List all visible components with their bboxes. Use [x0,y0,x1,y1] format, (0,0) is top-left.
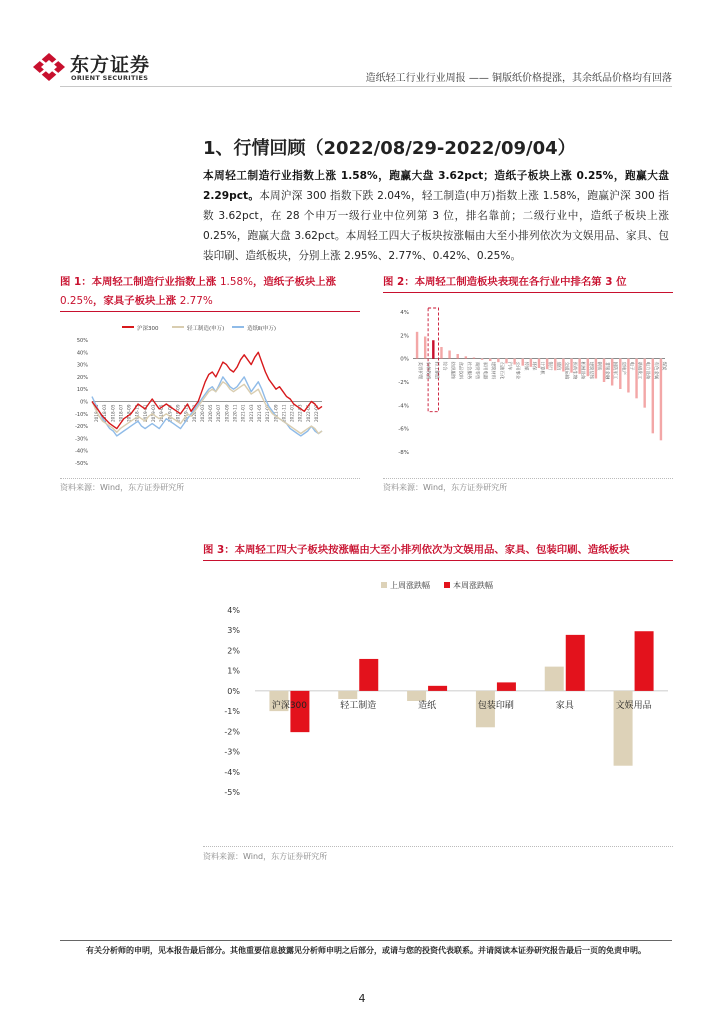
bar [359,659,378,691]
x-tick-label: 2020-01 [191,404,197,422]
category-label: 纺织服饰 [449,361,455,380]
figure1-source-rule [60,478,360,479]
figure1-title-part: ，造纸子板块上涨 [252,276,337,288]
bar [465,356,467,358]
header-divider [60,86,672,87]
bar [428,686,447,691]
legend-label: 本周涨跌幅 [453,581,493,590]
y-tick-label: -50% [75,461,88,467]
y-tick-label: 0% [80,399,88,406]
x-tick-label: 2018-11 [134,404,140,422]
y-tick-label: 0% [400,356,409,363]
x-tick-label: 2018-01 [94,404,99,422]
legend-label: 造纸Ⅱ(申万) [247,326,276,332]
bar [448,351,450,359]
category-label: 传媒 [522,361,528,371]
y-tick-label: 1% [227,666,240,676]
category-label: 基础化工 [636,361,642,380]
category-label: 综合 [441,361,447,371]
y-tick-label: -2% [398,380,409,386]
category-label: 包装印刷 [477,700,514,711]
x-tick-label: 2021-11 [281,404,287,422]
category-label: 计算机 [539,361,544,375]
category-label: 家用电器 [482,361,488,380]
footer-divider [60,940,672,941]
x-tick-label: 2018-03 [102,404,108,422]
figure1-title-part: ，家具子板块上涨 [93,295,180,307]
category-label: 房地产 [620,361,626,375]
y-tick-label: 3% [227,626,240,636]
category-label: 食品饮料 [457,361,463,380]
bar [660,359,662,441]
bar [635,631,654,691]
x-tick-label: 2021-03 [248,404,254,422]
figure3-title: 图 3：本周轻工四大子板块按涨幅由大至小排列依次为文娱用品、家具、包装印刷、造纸板块 [203,544,630,556]
figure1-title-rule [60,311,360,312]
bar [481,359,483,360]
legend-swatch [444,582,450,588]
figure1-line-chart [60,318,360,468]
figure2-title-rule [383,292,673,293]
category-label: 汽车 [506,361,512,371]
bar [489,359,491,361]
summary-paragraph [203,166,669,266]
section-title: 1、行情回顾（2022/08/29-2022/09/04） [203,138,576,159]
y-tick-label: -6% [398,426,409,433]
x-tick-label: 2020-07 [216,404,222,422]
legend-label: 轻工制造(申万) [187,326,225,332]
figure1-title [60,273,360,311]
category-label: 造纸 [418,700,437,711]
y-tick-label: 2% [227,646,240,656]
figure3-source-rule [203,846,673,847]
bar [338,691,357,699]
category-label: 医药生物 [571,361,577,380]
y-tick-label: 40% [76,350,88,357]
bar [440,347,442,359]
figure1-title-value: 1.58% [219,276,253,288]
x-tick-label: 2019-07 [167,404,173,422]
category-label: 机械设备 [579,361,585,380]
bar [432,340,434,358]
x-tick-label: 2021-05 [256,404,262,422]
logo-chinese-name: 东方证券 [70,54,151,76]
category-label: 轻工制造 [433,361,439,380]
category-label: 国防军工 [612,361,618,380]
category-label: 煤炭 [660,361,666,371]
figure2-bar-chart [383,300,673,470]
figure1-title-value: 0.25% [60,295,94,307]
bar [290,691,309,732]
category-label: 文娱用品 [615,700,652,711]
category-label: 钢铁 [595,361,601,371]
bar [566,635,585,691]
x-tick-label: 2021-01 [240,404,246,422]
footer-disclaimer: 有关分析师的申明，见本报告最后部分。其他重要信息披露见分析师申明之后部分，或请与您的投资代表联系。并请阅读本证券研究报告最后一页的免责申明。 [86,946,646,955]
orient-securities-logo-icon [32,52,66,82]
x-tick-label: 2020-11 [232,404,238,422]
category-label: 建筑材料 [490,361,496,380]
category-label: 农林牧渔 [425,361,431,380]
y-tick-label: 4% [400,310,409,316]
highlight-box [428,308,438,412]
page-number: 4 [358,992,366,1005]
x-tick-label: 2019-03 [151,404,157,422]
y-tick-label: 2% [400,333,409,340]
category-label: 建筑装饰 [587,361,593,380]
category-label: 交通运输 [563,361,569,380]
category-label: 环保 [530,361,536,371]
y-tick-label: -40% [75,448,88,455]
y-tick-label: 4% [227,606,240,615]
figure1-title-value: 2.77% [179,295,213,307]
x-tick-label: 2022-07 [314,404,319,422]
x-tick-label: 2022-01 [289,404,295,422]
x-tick-label: 2019-11 [183,404,189,422]
report-header-title: 造纸轻工行业行业周报 —— 铜版纸价格提涨，其余纸品价格均有回落 [365,73,672,84]
x-tick-label: 2018-05 [110,404,116,422]
x-tick-label: 2021-09 [273,404,279,422]
category-label: 轻工制造 [340,700,377,711]
x-tick-label: 2022-03 [297,404,303,422]
y-tick-label: -30% [75,436,88,443]
category-label: 电力设备 [644,361,650,380]
y-tick-label: -20% [75,424,88,431]
figure1-source: 资料来源：Wind，东方证券研究所 [60,483,185,492]
y-tick-label: -4% [224,767,240,777]
figure2-source: 资料来源：Wind，东方证券研究所 [383,483,508,492]
bar [407,691,426,701]
y-tick-label: -5% [224,788,240,797]
category-label: 通信 [555,361,561,371]
category-label: 银行 [547,361,553,371]
x-tick-label: 2022-05 [305,404,311,422]
x-tick-label: 2019-05 [159,404,165,422]
category-label: 非银金融 [604,361,610,380]
legend-label: 沪深300 [137,326,159,332]
y-tick-label: -1% [224,707,240,717]
summary-bold-lead: 本周轻工制造行业指数上涨 1.58%，跑赢大盘 3.62pct；造纸子板块上涨 0.25%，跑赢大盘 2.29pct。 [203,170,669,202]
x-tick-label: 2019-01 [142,404,148,422]
y-tick-label: -8% [398,450,409,456]
y-tick-label: 0% [227,686,240,696]
figure3-title-rule [203,560,673,561]
figure1-title-part: 图 1：本周轻工制造行业指数上涨 [60,276,220,288]
bar [456,354,458,359]
y-tick-label: 20% [76,374,88,381]
y-tick-label: 50% [76,338,88,344]
logo-english-name: ORIENT SECURITIES [71,74,149,82]
bar [424,337,426,359]
x-tick-label: 2021-07 [265,404,271,422]
x-tick-label: 2018-09 [126,404,132,422]
figure3-grouped-bar-chart [203,570,673,840]
y-tick-label: 10% [76,387,88,394]
legend-label: 上周涨跌幅 [390,581,430,590]
bar [497,682,516,690]
y-tick-label: -10% [75,411,88,418]
category-label: 有色金属 [652,361,658,380]
x-tick-label: 2020-03 [199,404,205,422]
category-label: 家具 [555,700,574,711]
bar [473,358,475,359]
category-label: 商贸零售 [473,361,479,380]
category-label: 社会服务 [465,361,471,380]
legend-swatch [381,582,387,588]
x-tick-label: 2018-07 [118,404,124,422]
category-label: 公用事业 [514,361,520,380]
summary-body: 本周沪深 300 指数下跌 2.04%，轻工制造(申万)指数上涨 1.58%，跑赢沪深 300 指数 3.62pct，在 28 个申万一级行业中位列第 3 位，排名靠前；二级行业中，造纸子板块上涨 0.25%，跑赢大盘 3.62pct。本周轻工四大子板块按涨幅由大至小排列依次为文娱用品、家具、包装印刷、造纸板块，分别上涨 2.95%、2.77%、0.42%、0.25%。 [203,190,669,262]
figure3-source: 资料来源：Wind，东方证券研究所 [203,852,328,861]
x-tick-label: 2020-05 [208,404,214,422]
figure2-title: 图 2：本周轻工制造板块表现在各行业中排名第 3 位 [383,276,627,288]
y-tick-label: -3% [224,747,240,757]
category-label: 美容护理 [417,361,423,380]
y-tick-label: 30% [76,362,88,369]
category-label: 石油石化 [498,361,504,380]
bar [545,667,564,691]
hs300-index-line [92,352,322,428]
category-label: 沪深300 [271,700,308,711]
x-tick-label: 2020-09 [224,404,230,422]
category-label: 电子 [628,361,634,371]
bar [416,332,418,359]
y-tick-label: -2% [224,727,240,737]
x-tick-label: 2019-09 [175,404,181,422]
figure2-source-rule [383,478,673,479]
y-tick-label: -4% [398,403,409,410]
